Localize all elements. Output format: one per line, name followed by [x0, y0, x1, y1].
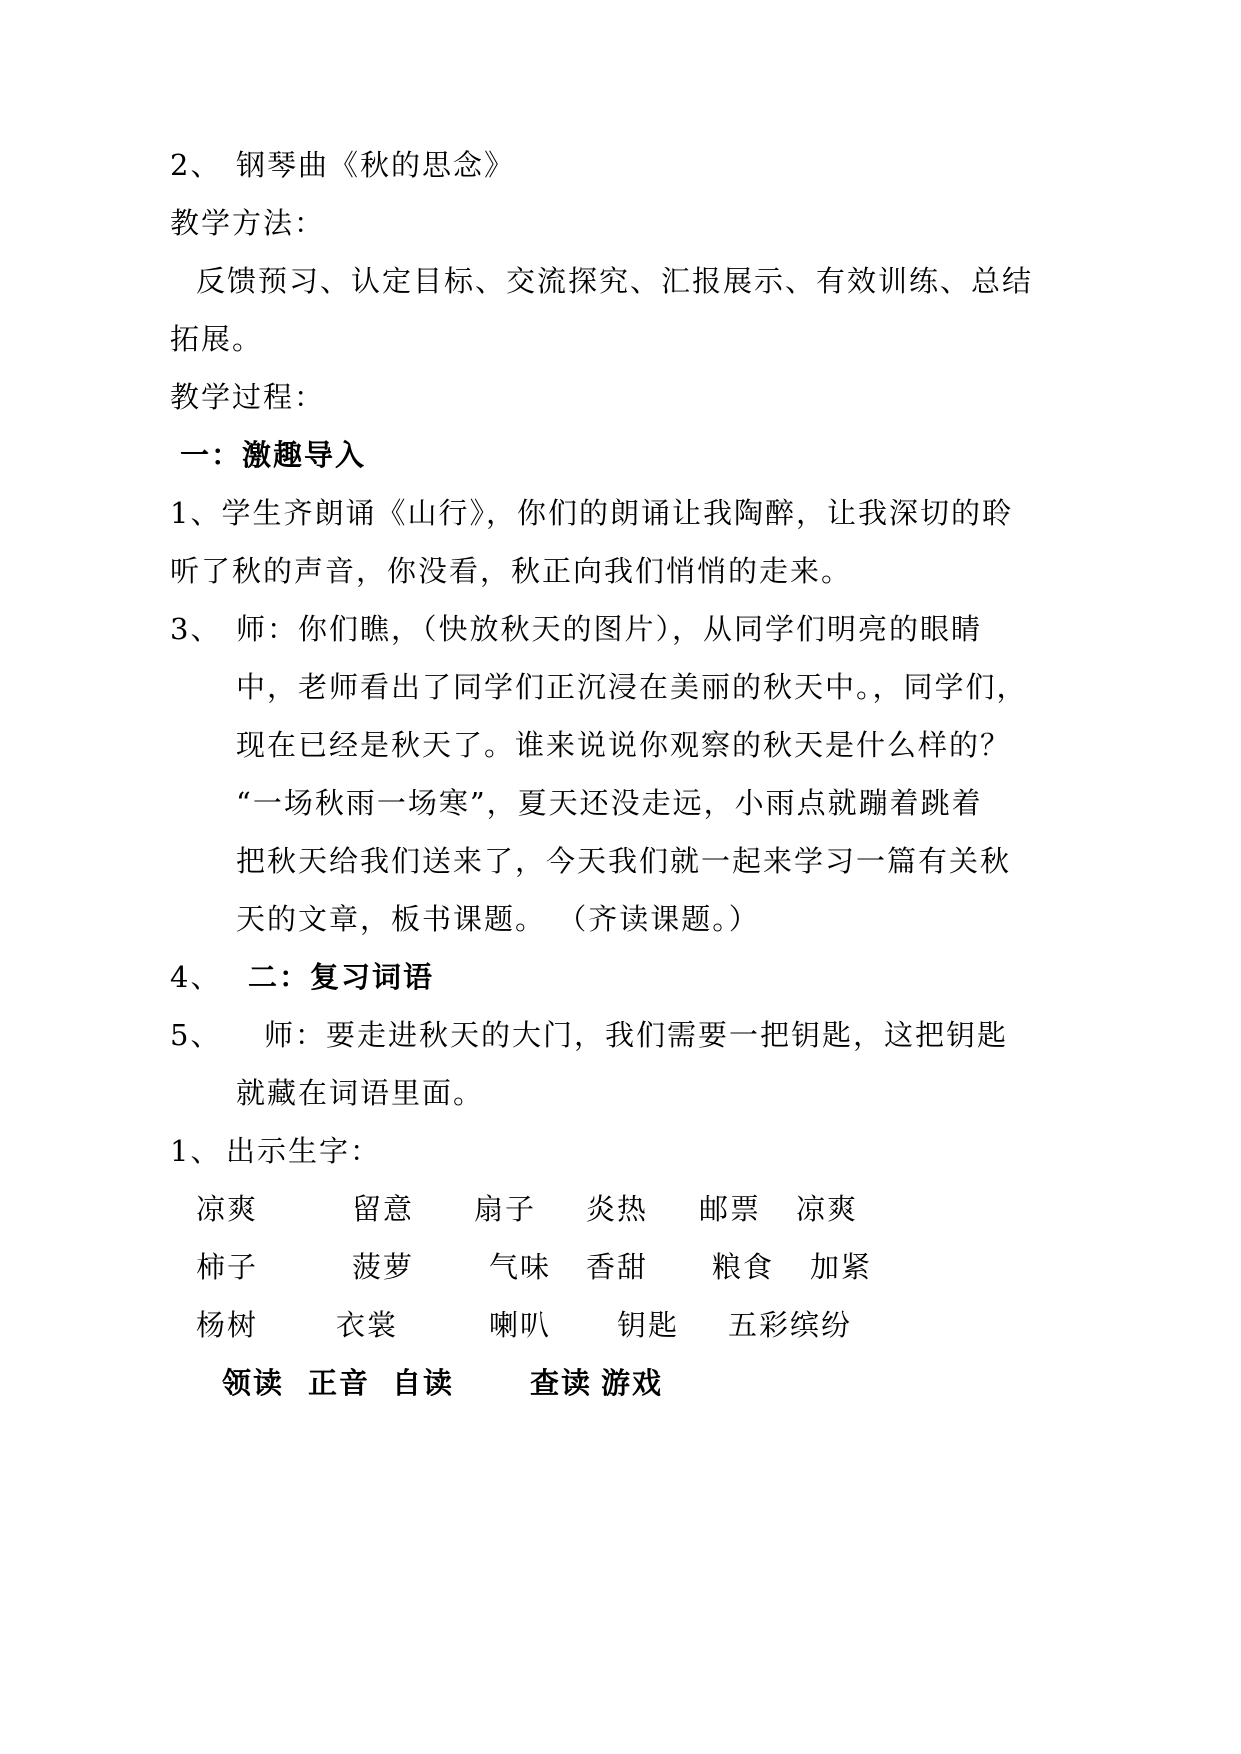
list-number: 5、	[170, 1018, 222, 1052]
vocab-word: 菠萝	[352, 1250, 415, 1284]
vocab-word: 凉爽	[196, 1192, 259, 1226]
paragraph-line: 出示生字：	[226, 1134, 382, 1168]
list-number: 1、	[170, 1134, 222, 1168]
vocab-word: 炎热	[586, 1192, 649, 1226]
paragraph-line: 师：要走进秋天的大门，我们需要一把钥匙，这把钥匙	[264, 1018, 1009, 1052]
vocab-word: 邮票	[699, 1192, 762, 1226]
section-label: 教学过程：	[170, 380, 326, 414]
vocab-word: 粮食	[712, 1250, 775, 1284]
activity-label: 查读	[530, 1366, 593, 1400]
section-label: 教学方法：	[170, 206, 326, 240]
list-number: 4、	[170, 960, 222, 994]
activity-label: 自读	[392, 1366, 455, 1400]
vocab-word: 喇叭	[489, 1308, 552, 1342]
vocab-word: 钥匙	[617, 1308, 680, 1342]
section-heading: 二：复习词语	[248, 960, 435, 994]
activity-label: 正音	[308, 1366, 371, 1400]
activity-label: 领读	[222, 1366, 285, 1400]
paragraph-line: 把秋天给我们送来了，今天我们就一起来学习一篇有关秋	[236, 844, 1012, 878]
vocab-word: 五彩缤纷	[728, 1308, 853, 1342]
paragraph-line: 就藏在词语里面。	[236, 1076, 485, 1110]
paragraph-line: 1、学生齐朗诵《山行》，你们的朗诵让我陶醉，让我深切的聆	[170, 496, 1013, 530]
section-heading: 一：激趣导入	[180, 438, 367, 472]
vocab-word: 杨树	[196, 1308, 259, 1342]
vocab-word: 留意	[352, 1192, 415, 1226]
vocab-word: 凉爽	[796, 1192, 859, 1226]
vocab-word: 香甜	[586, 1250, 649, 1284]
paragraph-line: 师：你们瞧，（快放秋天的图片），从同学们明亮的眼睛	[236, 612, 983, 646]
activity-label: 游戏	[601, 1366, 664, 1400]
vocab-word: 衣裳	[336, 1308, 399, 1342]
paragraph-line: 天的文章，板书课题。 （齐读课题。）	[236, 902, 760, 936]
list-number: 2、	[170, 148, 222, 182]
paragraph-line: 现在已经是秋天了。谁来说说你观察的秋天是什么样的？	[236, 728, 1012, 762]
paragraph-line: “一场秋雨一场寒”，夏天还没走远，小雨点就蹦着跳着	[236, 786, 983, 820]
vocab-word: 扇子	[474, 1192, 537, 1226]
paragraph-line: 钢琴曲《秋的思念》	[236, 148, 516, 182]
paragraph-line: 听了秋的声音，你没看，秋正向我们悄悄的走来。	[170, 554, 853, 588]
vocab-word: 加紧	[810, 1250, 873, 1284]
paragraph-line: 拓展。	[170, 322, 264, 356]
vocab-word: 气味	[489, 1250, 552, 1284]
paragraph-line: 中，老师看出了同学们正沉浸在美丽的秋天中。，同学们，	[236, 670, 1028, 704]
list-number: 3、	[170, 612, 222, 646]
paragraph-line: 反馈预习、认定目标、交流探究、汇报展示、有效训练、总结	[196, 264, 1034, 298]
vocab-word: 柿子	[196, 1250, 259, 1284]
